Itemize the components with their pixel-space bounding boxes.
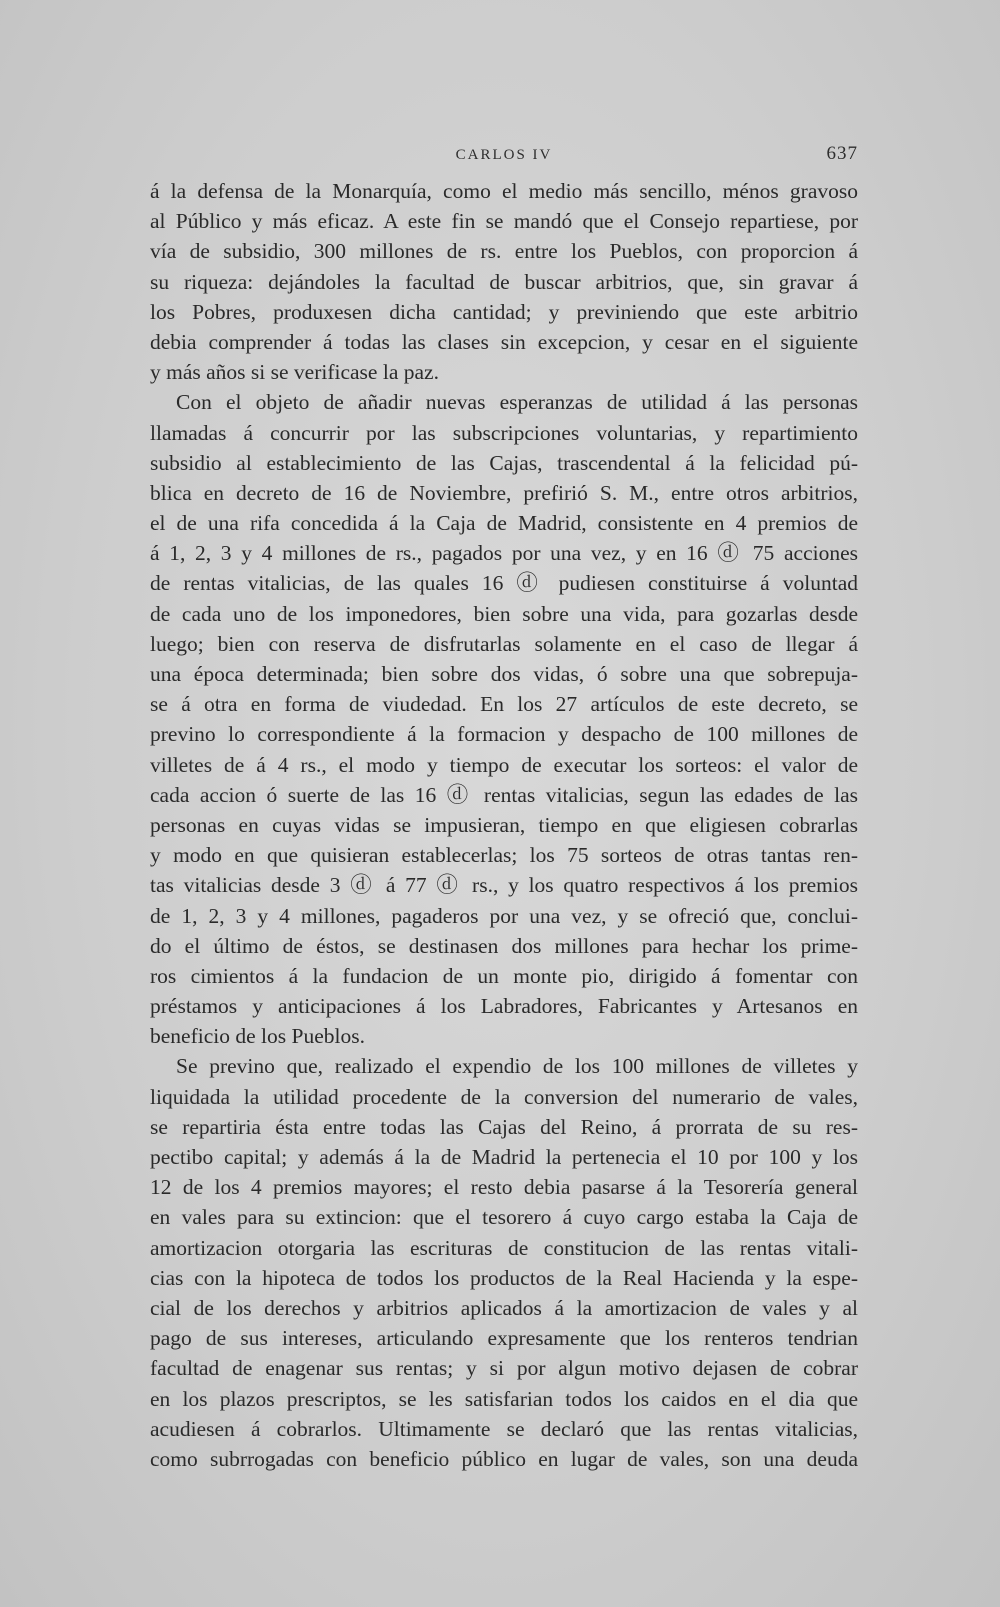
text-line: á 1, 2, 3 y 4 millones de rs., pagados por una vez, y en 16 ⓓ 75 acciones [150, 541, 858, 566]
text-line: de cada uno de los imponedores, bien sobre una vida, para gozarlas desde [150, 601, 858, 626]
text-line: vía de subsidio, 300 millones de rs. entre los Pueblos, con proporcion á [150, 239, 858, 264]
text-line: llamadas á concurrir por las subscripciones voluntarias, y repartimiento [150, 420, 858, 445]
text-line: se á otra en forma de viudedad. En los 27 artículos de este decreto, se [150, 692, 858, 717]
text-line: blica en decreto de 16 de Noviembre, prefirió S. M., entre otros arbitrios, [150, 480, 858, 505]
text-line: los Pobres, produxesen dicha cantidad; y previniendo que este arbitrio [150, 299, 858, 324]
text-line: al Público y más eficaz. A este fin se mandó que el Consejo repartiese, por [150, 209, 858, 234]
text-line: beneficio de los Pueblos. [150, 1024, 365, 1049]
text-line: personas en cuyas vidas se impusieran, tiempo en que eligiesen cobrarlas [150, 812, 858, 837]
text-line: amortizacion otorgaria las escrituras de constitucion de las rentas vitali- [150, 1235, 858, 1260]
text-line: liquidada la utilidad procedente de la conversion del numerario de vales, [150, 1084, 858, 1109]
text-line: ros cimientos á la fundacion de un monte pio, dirigido á fomentar con [150, 963, 858, 988]
text-line: cial de los derechos y arbitrios aplicados á la amortizacion de vales y al [150, 1295, 858, 1320]
text-line: de 1, 2, 3 y 4 millones, pagaderos por una vez, y se ofreció que, conclui- [150, 903, 858, 928]
text-line: y más años si se verificase la paz. [150, 360, 439, 385]
text-line: como subrrogadas con beneficio público en lugar de vales, son una deuda [150, 1446, 858, 1471]
text-line: pectibo capital; y además á la de Madrid la pertenecia el 10 por 100 y los [150, 1145, 858, 1169]
body-text [150, 176, 858, 1474]
page-header [150, 143, 858, 167]
text-line: á la defensa de la Monarquía, como el medio más sencillo, ménos gravoso [150, 179, 858, 203]
text-line: subsidio al establecimiento de las Cajas, trascendental á la felicidad pú- [150, 450, 858, 475]
text-line: de rentas vitalicias, de las quales 16 ⓓ pudiesen constituirse á voluntad [150, 571, 858, 596]
text-line: cias con la hipoteca de todos los productos de la Real Hacienda y la espe- [150, 1265, 858, 1290]
text-line: su riqueza: dejándoles la facultad de buscar arbitrios, que, sin gravar á [150, 269, 858, 294]
text-line: 12 de los 4 premios mayores; el resto debia pasarse á la Tesorería general [150, 1175, 858, 1200]
text-line: luego; bien con reserva de disfrutarlas solamente en el caso de llegar á [150, 631, 858, 656]
paragraph-start-line: Se previno que, realizado el expendio de los 100 millones de villetes y [176, 1054, 858, 1079]
text-line: en los plazos prescriptos, se les satisfarian todos los caidos en el dia que [150, 1386, 858, 1411]
text-line: y modo en que quisieran establecerlas; los 75 sorteos de otras tantas ren- [150, 843, 858, 868]
text-line: tas vitalicias desde 3 ⓓ á 77 ⓓ rs., y los quatro respectivos á los premios [150, 873, 858, 898]
text-line: el de una rifa concedida á la Caja de Madrid, consistente en 4 premios de [150, 511, 858, 536]
text-line: do el último de éstos, se destinasen dos millones para hechar los prime- [150, 933, 858, 958]
text-line: préstamos y anticipaciones á los Labradores, Fabricantes y Artesanos en [150, 994, 858, 1019]
text-line: facultad de enagenar sus rentas; y si por algun motivo dejasen de cobrar [150, 1356, 858, 1381]
text-line: una época determinada; bien sobre dos vidas, ó sobre una que sobrepuja- [150, 662, 858, 686]
text-line: en vales para su extincion: que el tesorero á cuyo cargo estaba la Caja de [150, 1205, 858, 1230]
text-line: debia comprender á todas las clases sin excepcion, y cesar en el siguiente [150, 329, 858, 354]
running-title: CARLOS IV [455, 147, 553, 163]
text-line: acudiesen á cobrarlos. Ultimamente se declaró que las rentas vitalicias, [150, 1416, 858, 1441]
text-line: pago de sus intereses, articulando expresamente que los renteros tendrian [150, 1326, 858, 1351]
text-line: se repartiria ésta entre todas las Cajas del Reino, á prorrata de su res- [150, 1114, 858, 1139]
text-line: cada accion ó suerte de las 16 ⓓ rentas vitalicias, segun las edades de las [150, 782, 858, 807]
page-number: 637 [826, 143, 858, 164]
paragraph-start-line: Con el objeto de añadir nuevas esperanzas de utilidad á las personas [176, 390, 858, 415]
text-line: villetes de á 4 rs., el modo y tiempo de executar los sorteos: el valor de [150, 752, 858, 777]
text-line: previno lo correspondiente á la formacion y despacho de 100 millones de [150, 722, 858, 747]
